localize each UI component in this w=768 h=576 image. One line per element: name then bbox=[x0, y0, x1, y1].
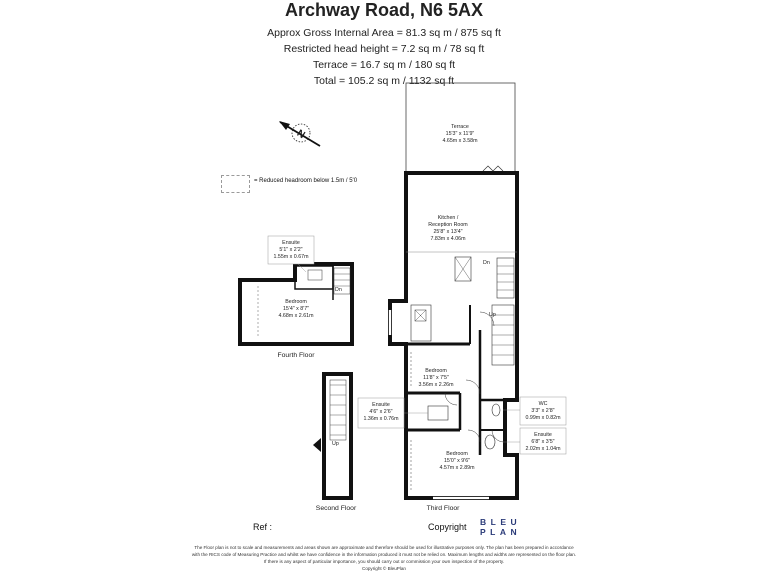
room-label-bedroom-fourth bbox=[278, 299, 314, 319]
room-label-kitchen bbox=[428, 215, 468, 242]
entrance-arrow-icon bbox=[313, 438, 321, 452]
svg-text:3.56m x 2.26m: 3.56m x 2.26m bbox=[418, 382, 454, 388]
area-line-gross: Approx Gross Internal Area = 81.3 sq m / 875 sq ft bbox=[267, 27, 501, 39]
logo-line-2: PLAN bbox=[480, 527, 522, 537]
room-label-terrace bbox=[442, 124, 478, 144]
room-label-bedroom-main bbox=[439, 451, 475, 471]
svg-text:4.68m x 2.61m: 4.68m x 2.61m bbox=[278, 313, 314, 319]
area-line-total: Total = 105.2 sq m / 1132 sq ft bbox=[313, 75, 455, 87]
svg-text:6'8" x 3'5": 6'8" x 3'5" bbox=[531, 439, 555, 445]
svg-text:Ensuite: Ensuite bbox=[282, 240, 300, 246]
copyright-label: Copyright bbox=[428, 522, 467, 532]
svg-text:4'6" x 2'6": 4'6" x 2'6" bbox=[369, 409, 393, 415]
area-line-restricted: Restricted head height = 7.2 sq m / 78 sq ft bbox=[283, 43, 485, 55]
svg-text:15'0" x 9'6": 15'0" x 9'6" bbox=[443, 458, 471, 464]
stair-label-up-second: Up bbox=[332, 441, 339, 447]
disclaimer-line-1: The Floor plan is not to scale and measurements and areas shown are approximate and therefore should be used for illustrative purposes only. The plan has been prepared in accordance bbox=[194, 545, 574, 550]
third-floor-plan bbox=[358, 83, 566, 512]
floor-label-fourth: Fourth Floor bbox=[277, 352, 315, 359]
svg-text:15'3" x 11'9": 15'3" x 11'9" bbox=[445, 131, 475, 137]
svg-text:Ensuite: Ensuite bbox=[534, 432, 552, 438]
svg-text:2.02m x 1.04m: 2.02m x 1.04m bbox=[525, 446, 561, 452]
svg-text:11'8" x 7'5": 11'8" x 7'5" bbox=[423, 375, 449, 381]
svg-text:Bedroom: Bedroom bbox=[285, 299, 307, 305]
svg-text:WC: WC bbox=[538, 401, 548, 407]
svg-text:4.65m x 3.58m: 4.65m x 3.58m bbox=[442, 138, 478, 144]
svg-text:0.99m x 0.82m: 0.99m x 0.82m bbox=[525, 415, 561, 421]
svg-text:4.57m x 2.89m: 4.57m x 2.89m bbox=[439, 465, 475, 471]
disclaimer-line-4: Copyright © BleuPlan bbox=[362, 566, 406, 571]
svg-text:15'4" x 8'7": 15'4" x 8'7" bbox=[282, 306, 310, 312]
bleuplan-logo bbox=[480, 517, 521, 537]
ref-label: Ref : bbox=[253, 522, 273, 532]
svg-text:Reception Room: Reception Room bbox=[428, 222, 468, 228]
fourth-floor-plan bbox=[240, 236, 352, 359]
compass-icon bbox=[279, 121, 320, 146]
room-label-bedroom-mid bbox=[418, 368, 454, 388]
svg-text:5'1" x 2'2": 5'1" x 2'2" bbox=[279, 247, 303, 253]
stair-label-dn-fourth: Dn bbox=[335, 287, 342, 293]
svg-text:Kitchen /: Kitchen / bbox=[437, 215, 459, 221]
svg-text:7.83m x 4.06m: 7.83m x 4.06m bbox=[430, 236, 466, 242]
floor-label-second: Second Floor bbox=[315, 505, 357, 512]
second-floor-walls bbox=[324, 374, 351, 498]
stair-label-dn-third: Dn bbox=[483, 260, 490, 266]
svg-text:Bedroom: Bedroom bbox=[446, 451, 468, 457]
logo-line-1: BLEU bbox=[480, 517, 522, 527]
floor-label-third: Third Floor bbox=[426, 505, 460, 512]
svg-text:Bedroom: Bedroom bbox=[425, 368, 447, 374]
area-line-terrace: Terrace = 16.7 sq m / 180 sq ft bbox=[312, 59, 456, 71]
compass-north-letter: N bbox=[294, 128, 307, 142]
disclaimer-line-3: If there is any aspect of particular importance, you should carry out or commission your own inspection of the property. bbox=[263, 559, 505, 564]
page-title: Archway Road, N6 5AX bbox=[284, 0, 484, 20]
svg-text:3'3" x 2'8": 3'3" x 2'8" bbox=[531, 408, 555, 414]
disclaimer-line-2: with the RICS code of Measuring Practice and whilst we have confidence in the information produced it must not be relied on. Maximum lengths and widths are represented on the floor plan. bbox=[191, 552, 577, 557]
svg-text:Ensuite: Ensuite bbox=[372, 402, 390, 408]
svg-text:1.55m x 0.67m: 1.55m x 0.67m bbox=[273, 254, 309, 260]
svg-text:Terrace: Terrace bbox=[451, 124, 469, 130]
stair-label-up-third: Up bbox=[489, 312, 496, 318]
svg-text:25'8" x 13'4": 25'8" x 13'4" bbox=[433, 229, 463, 235]
second-floor-plan bbox=[313, 374, 357, 512]
svg-text:1.36m x 0.76m: 1.36m x 0.76m bbox=[363, 416, 399, 422]
reduced-headroom-legend-text: = Reduced headroom below 1.5m / 5'0 bbox=[254, 178, 358, 184]
